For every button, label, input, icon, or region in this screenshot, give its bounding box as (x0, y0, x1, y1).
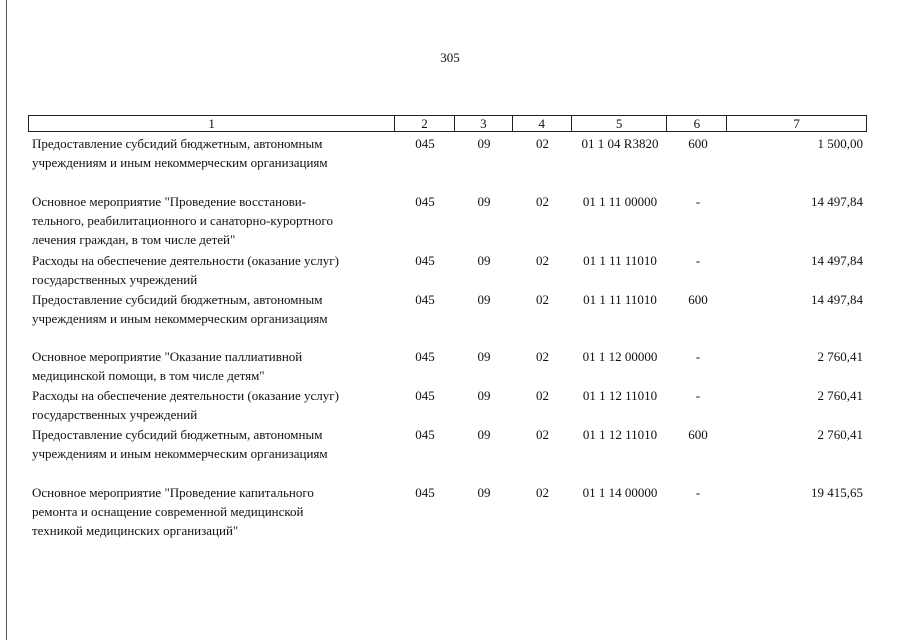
row-subsection: 02 (536, 349, 549, 364)
header-cell-3: 3 (455, 116, 513, 131)
page-edge-rule (6, 0, 7, 640)
row-admin-code: 045 (415, 427, 435, 442)
row-section: 09 (477, 194, 491, 209)
page-number: 305 (440, 50, 460, 65)
row-expense-type: - (695, 388, 701, 403)
row-amount: 1 500,00 (817, 136, 863, 151)
row-target-code: 01 1 11 11010 (583, 253, 657, 268)
row-section: 09 (477, 136, 491, 151)
row-name: Основное мероприятие "Проведение капитального ремонта и оснащение современной медицинской техникой медицинских организаций" (32, 485, 314, 538)
row-name: Предоставление субсидий бюджетным, автономным учреждениям и иным некоммерческим организациям (32, 136, 328, 170)
row-admin-code: 045 (415, 388, 435, 403)
row-expense-type: 600 (688, 427, 708, 442)
header-cell-5: 5 (572, 116, 668, 131)
header-cell-4: 4 (513, 116, 572, 131)
row-admin-code: 045 (415, 194, 435, 209)
row-amount: 2 760,41 (817, 388, 863, 403)
row-target-code: 01 1 12 11010 (582, 427, 658, 442)
row-name: Предоставление субсидий бюджетным, автономным учреждениям и иным некоммерческим организациям (32, 427, 328, 461)
row-section: 09 (477, 388, 491, 403)
row-name: Предоставление субсидий бюджетным, автономным учреждениям и иным некоммерческим организациям (32, 292, 328, 326)
row-expense-type: - (695, 253, 701, 268)
row-section: 09 (477, 253, 491, 268)
row-amount: 19 415,65 (811, 485, 863, 500)
row-name: Расходы на обеспечение деятельности (оказание услуг) государственных учреждений (32, 253, 339, 287)
row-expense-type: - (695, 194, 701, 209)
row-section: 09 (477, 349, 491, 364)
header-cell-2: 2 (395, 116, 455, 131)
row-target-code: 01 1 14 00000 (582, 485, 658, 500)
row-admin-code: 045 (415, 349, 435, 364)
row-admin-code: 045 (415, 485, 435, 500)
row-admin-code: 045 (415, 292, 435, 307)
row-amount: 14 497,84 (811, 194, 863, 209)
row-target-code: 01 1 12 00000 (582, 349, 658, 364)
row-name: Основное мероприятие "Оказание паллиативной медицинской помощи, в том числе детям" (32, 349, 303, 383)
row-section: 09 (477, 427, 491, 442)
header-cell-1: 1 (29, 116, 395, 131)
row-subsection: 02 (536, 194, 549, 209)
row-name: Основное мероприятие "Проведение восстанови- тельного, реабилитационного и санаторно-курортного лечения граждан, в том числе детей" (32, 194, 333, 247)
row-section: 09 (477, 485, 491, 500)
row-amount: 14 497,84 (811, 253, 863, 268)
row-name: Расходы на обеспечение деятельности (оказание услуг) государственных учреждений (32, 388, 339, 422)
row-section: 09 (477, 292, 491, 307)
row-amount: 2 760,41 (817, 427, 863, 442)
row-target-code: 01 1 12 11010 (582, 388, 658, 403)
row-admin-code: 045 (415, 136, 435, 151)
row-subsection: 02 (536, 427, 549, 442)
row-expense-type: 600 (688, 136, 708, 151)
row-subsection: 02 (536, 388, 549, 403)
row-amount: 14 497,84 (811, 292, 863, 307)
row-subsection: 02 (536, 292, 549, 307)
table-header (28, 115, 867, 132)
header-cell-7: 7 (793, 116, 800, 131)
row-target-code: 01 1 11 00000 (582, 194, 658, 209)
row-amount: 2 760,41 (817, 349, 863, 364)
row-expense-type: 600 (688, 292, 708, 307)
row-expense-type: - (695, 349, 701, 364)
row-subsection: 02 (536, 136, 549, 151)
row-subsection: 02 (536, 485, 549, 500)
row-subsection: 02 (536, 253, 549, 268)
header-cell-6: 6 (667, 116, 727, 131)
row-target-code: 01 1 04 R3820 (581, 136, 659, 151)
row-expense-type: - (695, 485, 701, 500)
row-target-code: 01 1 11 11010 (583, 292, 657, 307)
row-admin-code: 045 (415, 253, 435, 268)
